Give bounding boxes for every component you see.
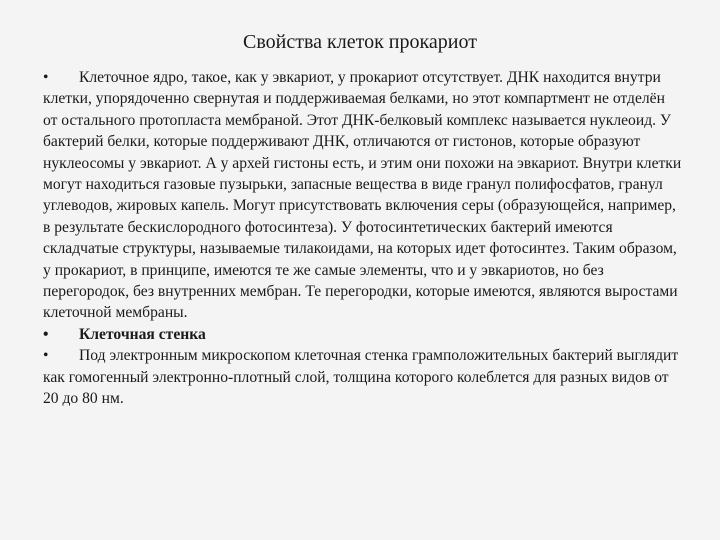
bullet-icon: • bbox=[43, 69, 49, 86]
paragraph-cell-wall bbox=[43, 345, 683, 409]
heading-text: Клеточная стенка bbox=[79, 325, 206, 343]
paragraph-nucleus bbox=[43, 67, 683, 324]
slide-content bbox=[43, 67, 683, 410]
paragraph-cell-wall-heading bbox=[43, 324, 683, 345]
slide-title: Свойства клеток прокариот bbox=[243, 31, 477, 53]
bullet-icon: • bbox=[43, 347, 49, 365]
paragraph-text: Под электронным микроскопом клеточная стенка грамположительных бактерий выглядит как гомогенный электронно-плотный слой, толщина которого колеблется для разных видов от 20 до 80 нм. bbox=[43, 347, 679, 408]
paragraph-text: Клеточное ядро, такое, как у эвкариот, у прокариот отсутствует. ДНК находится внутри клетки, упорядоченно свернутая и поддерживаемая белками, но этот компартмент не отделён от остального протопласта мембраной. Этот ДНК-белковый комплекс называется нуклеоид. У бактерий белки, которые поддерживают ДНК, отличаются от гистонов, которые образуют нуклеосомы у эвкариот. А у архей гистоны есть, и этим они похожи на эвкариот. Внутри клетки могут находиться газовые пузырьки, запасные вещества в виде гранул полифосфатов, гранул углеводов, жировых капель. Могут присутствовать включения серы (образующейся, например, в результате бескислородного фотосинтеза). У фотосинтетических бактерий имеются складчатые структуры, называемые тилакоидами, на которых идет фотосинтез. Таким образом, у прокариот, в принципе, имеются те же самые элементы, что и у эвкариотов, но без перегородок, без внутренних мембран. Те перегородки, которые имеются, являются выростами клеточной мембраны. bbox=[43, 69, 682, 322]
bullet-icon: • bbox=[43, 325, 49, 343]
